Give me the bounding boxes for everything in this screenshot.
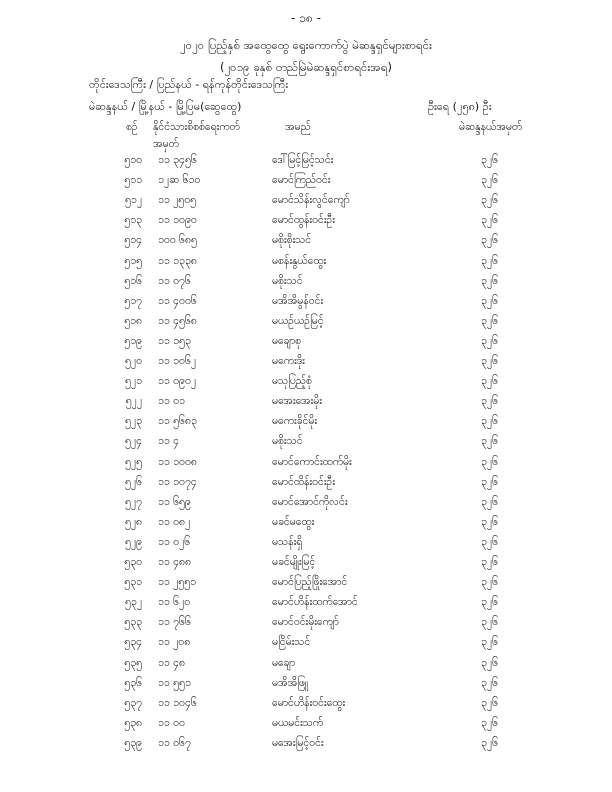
row-id: ၁၀၀ ၆၈၅ — [158, 234, 197, 247]
row-number: ၅၁၉ — [124, 334, 142, 347]
row-vote: ၃၂၆ — [481, 515, 498, 528]
row-name: မောင်ပြည့်ဖြိုးအောင် — [272, 576, 348, 589]
row-number: ၅၃၈ — [124, 716, 142, 729]
row-vote: ၃၂၆ — [481, 355, 498, 367]
row-number: ၅၂၇ — [125, 495, 142, 508]
row-vote: ၃၂၆ — [481, 556, 498, 568]
row-id: ၁၁ ၆၂၀ — [158, 596, 191, 609]
row-name: မချောစု — [272, 334, 302, 347]
row-vote: ၃၂၆ — [481, 656, 498, 669]
table-row — [0, 737, 612, 755]
row-number: ၅၁၆ — [124, 274, 142, 287]
row-name: မအေးအေးမိုး — [272, 395, 322, 408]
row-name: မောင်သိန်းလွင်ကျော် — [272, 194, 350, 207]
column-header-id: နိုင်ငံသားစိစစ်ရေးကတ် — [153, 121, 240, 133]
row-name: မသုပြည့်စုံ — [272, 375, 312, 388]
row-name: မအေးမြင့်ဝင်း — [272, 736, 324, 749]
row-name: မအိအိမွန်ဝင်း — [272, 294, 324, 307]
table-row — [0, 657, 612, 675]
row-number: ၅၂၁ — [125, 375, 142, 388]
row-name: မကေးခိုင်မိုး — [272, 415, 318, 428]
row-vote: ၃၂၆ — [481, 475, 498, 488]
row-id: ၁၁ ၀၂၆ — [158, 535, 191, 548]
row-name: မယဉ်ယဉ်မြင့် — [272, 314, 324, 327]
table-row — [0, 174, 612, 192]
row-vote: ၃၂၆ — [481, 334, 498, 347]
table-row — [0, 234, 612, 252]
table-row — [0, 375, 612, 393]
row-id: ၁၁ ၁၅၃ — [158, 334, 191, 347]
row-id: ၁၁ ၁၀၀၈ — [158, 455, 197, 468]
row-number: ၅၃၂ — [125, 596, 142, 609]
row-number: ၅၁၈ — [124, 314, 142, 327]
row-name: မကေးဒိုး — [272, 355, 305, 367]
row-number: ၅၂၀ — [125, 355, 142, 367]
row-vote: ၃၂၆ — [481, 716, 498, 729]
column-header-vote: မဲဆန္ဒနယ်အမှတ် — [459, 121, 523, 133]
row-id: ၁၁ ၃၄၅၆ — [158, 154, 197, 166]
row-name: မစိုးသင် — [272, 274, 303, 287]
row-number: ၅၁၂ — [125, 194, 142, 207]
row-vote: ၃၂၆ — [481, 676, 498, 689]
row-vote: ၃၂၆ — [481, 495, 498, 508]
column-header-no: စဉ် — [126, 121, 138, 133]
row-id: ၁၁ ၄၅၆၈ — [158, 314, 197, 327]
row-id: ၁၁ ၁၀၄၆ — [158, 696, 197, 709]
row-id: ၁၁ ၀၆၇ — [158, 736, 191, 749]
table-row — [0, 496, 612, 514]
row-number: ၅၃၀ — [124, 556, 142, 568]
table-row — [0, 315, 612, 333]
row-name: မခင်မျိုးမြင့် — [272, 556, 316, 568]
row-vote: ၃၂၆ — [481, 294, 498, 307]
row-number: ၅၁၁ — [124, 174, 142, 187]
row-number: ၅၃၉ — [124, 736, 142, 749]
row-vote: ၃၂၆ — [481, 435, 498, 448]
row-id: ၁၁ ၆၅၉ — [158, 495, 191, 508]
row-number: ၅၃၄ — [124, 636, 142, 649]
title-line-1: ၂၀၂၀ ပြည့်နှစ် အထွေထွေ ရွေးကောက်ပွဲ မဲဆန္ဒရှင်များစာရင်း — [180, 38, 432, 52]
row-id: ၁၁ ၁၃၃၈ — [158, 254, 197, 267]
row-vote: ၃၂၆ — [481, 194, 498, 207]
page-number: - ၁၈ - — [291, 11, 321, 25]
row-name: မစိုးသင် — [272, 435, 303, 448]
row-id: ၁၁ ၂၀၈ — [158, 636, 191, 649]
table-row — [0, 395, 612, 413]
row-number: ၅၂၂ — [125, 395, 142, 408]
row-id: ၁၁ ၅၅၁ — [158, 676, 191, 689]
row-vote: ၃၂၆ — [481, 254, 498, 267]
row-vote: ၃၂၆ — [481, 616, 498, 629]
row-vote: ၃၂၆ — [481, 596, 498, 609]
row-id: ၁၁ ၂၅၀၅ — [158, 194, 197, 207]
row-number: ၅၂၆ — [125, 475, 142, 488]
row-number: ၅၁၅ — [124, 254, 142, 267]
row-name: မအိအိဖြူ — [272, 676, 309, 689]
table-row — [0, 576, 612, 594]
table-row — [0, 355, 612, 373]
table-row — [0, 415, 612, 433]
table-row — [0, 556, 612, 574]
row-name: မောင်ဟိန်းထက်အောင် — [272, 596, 358, 609]
table-row — [0, 717, 612, 735]
constituency-header: မဲဆန္ဒနယ် / မြို့နယ် - မြို့ပြမ(ဆွေထွေ) — [89, 100, 242, 113]
row-name: မောင်အောင်ကိုလင်း — [272, 495, 348, 508]
table-row — [0, 456, 612, 474]
row-name: မောင်ထွန်းဝင်းဦး — [272, 214, 335, 227]
table-row — [0, 255, 612, 273]
row-vote: ၃၂၆ — [481, 415, 498, 428]
row-id: ၁၁ ၂၅၅၁ — [158, 576, 197, 589]
row-vote: ၃၂၆ — [481, 314, 498, 327]
title-line-2: (၂၀၁၉ ခုနှစ် တည်မြဲမဲဆန္ဒရှင်စာရင်းအရ) — [220, 60, 392, 74]
row-number: ၅၁၃ — [124, 214, 142, 227]
row-number: ၅၁၀ — [124, 154, 142, 166]
row-vote: ၃၂၆ — [481, 736, 498, 749]
location-line: တိုင်းဒေသကြီး / ပြည်နယ် - ရန်ကုန်တိုင်းဒေသကြီး — [89, 78, 289, 91]
table-row — [0, 154, 612, 172]
row-vote: ၃၂၆ — [481, 535, 498, 548]
table-row — [0, 596, 612, 614]
row-id: ၁၁ ၄၀၀၆ — [158, 294, 197, 307]
row-name: မောင်ထိန်းဝင်းဦး — [272, 475, 335, 488]
table-row — [0, 476, 612, 494]
row-id: ၁၁ ၁၀၆၂ — [158, 355, 197, 367]
row-id: ၁၁ ၁၀၉၀ — [158, 214, 197, 227]
row-vote: ၃၂၆ — [481, 576, 498, 589]
row-id: ၁၁ ၄၈ — [158, 656, 186, 669]
row-vote: ၃၂၆ — [481, 395, 498, 408]
row-id: ၁၁ ၄၈၈ — [158, 556, 192, 568]
row-number: ၅၃၅ — [124, 656, 142, 669]
row-vote: ၃၂၆ — [481, 174, 498, 187]
row-name: ဒေါ်မြင့်မြင့်သင်း — [272, 154, 334, 166]
row-name: မောင်ကြည်ဝင်း — [272, 174, 331, 187]
row-number: ၅၂၅ — [125, 455, 142, 468]
row-id: ၁၁ ၅၆၈၃ — [158, 415, 197, 428]
row-number: ၅၃၁ — [124, 576, 142, 589]
row-vote: ၃၂၆ — [481, 696, 498, 709]
column-header-id-2: အမှတ် — [153, 138, 179, 150]
row-number: ၅၃၇ — [124, 696, 142, 709]
row-number: ၅၂၄ — [125, 435, 142, 448]
row-name: မစိုးစိုးသင် — [272, 234, 312, 247]
row-vote: ၃၂၆ — [481, 214, 498, 227]
row-vote: ၃၂၆ — [481, 154, 498, 166]
row-number: ၅၂၈ — [124, 515, 142, 528]
row-id: ၁၁ ၀၇၆ — [158, 274, 191, 287]
table-row — [0, 516, 612, 534]
row-name: မောင်ဟိန်းဝင်းထွေး — [272, 696, 346, 709]
table-row — [0, 697, 612, 715]
row-number: ၅၁၇ — [124, 294, 142, 307]
row-name: မယမင်းသက် — [272, 716, 324, 729]
row-id: ၁၁ ၀၀ — [158, 716, 185, 729]
row-id: ၁၁ ၀၉၀၂ — [158, 375, 197, 388]
row-id: ၁၁ ၄ — [158, 435, 180, 448]
row-id: ၁၁ ၀၈၂ — [158, 515, 191, 528]
row-id: ၁၁ ၁၀၇၄ — [158, 475, 197, 488]
row-name: မခင်မထွေး — [272, 515, 315, 528]
row-number: ၅၂၃ — [125, 415, 142, 428]
column-header-name: အမည် — [285, 121, 311, 133]
row-name: မငြိမ်းသင် — [272, 636, 311, 649]
row-name: မစန်းနွယ်ထွေး — [272, 254, 327, 267]
table-row — [0, 677, 612, 695]
row-id: ၁၁ ၇၆၆ — [158, 616, 191, 629]
table-row — [0, 335, 612, 353]
row-name: မောင်ဝင်းမိုးကျော် — [272, 616, 339, 629]
row-vote: ၃၂၆ — [481, 234, 498, 247]
row-name: မချော — [272, 656, 296, 669]
row-name: မောင်ကောင်းထက်မိုး — [272, 455, 352, 468]
table-row — [0, 536, 612, 554]
row-vote: ၃၂၆ — [481, 455, 498, 468]
table-row — [0, 214, 612, 232]
table-row — [0, 636, 612, 654]
row-id: ၁၁ ၀၁ — [158, 395, 185, 408]
row-id: ၁၂ဆ ၆၁၀ — [158, 174, 201, 187]
row-number: ၅၃၆ — [124, 676, 142, 689]
voter-count: ဦးရေ (၂၅၈) ဦး — [428, 100, 492, 113]
row-name: မသန်းရှိ — [272, 535, 303, 548]
row-number: ၅၃၃ — [124, 616, 142, 629]
table-row — [0, 435, 612, 453]
row-vote: ၃၂၆ — [481, 636, 498, 649]
row-number: ၅၁၄ — [124, 234, 142, 247]
row-vote: ၃၂၆ — [481, 375, 498, 388]
row-vote: ၃၂၆ — [481, 274, 498, 287]
table-row — [0, 194, 612, 212]
row-number: ၅၂၉ — [125, 535, 142, 548]
table-row — [0, 295, 612, 313]
table-row — [0, 616, 612, 634]
table-row — [0, 275, 612, 293]
